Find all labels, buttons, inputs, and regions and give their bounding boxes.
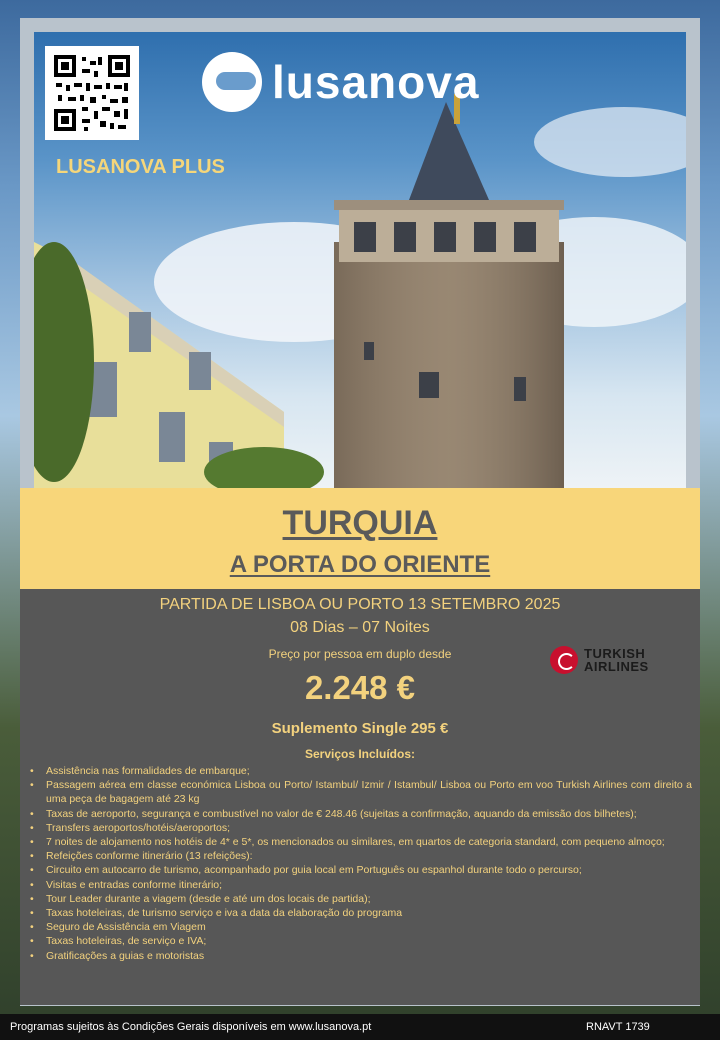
list-item: • Gratificações a guias e motoristas [28, 949, 692, 963]
list-item: • Refeições conforme itinerário (13 refeições): [28, 849, 692, 863]
footer-bar [0, 1014, 720, 1040]
airline-name [584, 647, 649, 673]
list-item: • Taxas de aeroporto, segurança e combustível no valor de € 248.46 (sujeitas a confirmação, aquando da emissão dos bilhetes); [28, 807, 692, 821]
price-value: 2.248 € [304, 669, 416, 706]
services-list [28, 764, 692, 963]
lusanova-logo-icon [202, 52, 262, 112]
trip-subtitle-wrap [20, 551, 700, 579]
brand-name: lusanova [272, 56, 480, 108]
single-supplement: Suplemento Single 295 € [271, 720, 449, 737]
list-item: • Taxas hoteleiras, de turismo serviço e iva a data da elaboração do programa [28, 906, 692, 920]
details-panel [20, 589, 700, 1005]
trip-duration: 08 Dias – 07 Noites [290, 619, 430, 636]
list-item: • Seguro de Assistência em Viagem [28, 920, 692, 934]
airline-name-line1: TURKISH [584, 646, 646, 661]
list-item: • Transfers aeroportos/hotéis/aeroportos; [28, 821, 692, 835]
airline-logo [550, 646, 649, 674]
qr-code[interactable] [45, 46, 139, 140]
list-item: • Taxas hoteleiras, de serviço e IVA; [28, 934, 692, 948]
terms-link[interactable]: Programas sujeitos às Condições Gerais disponíveis em www.lusanova.pt [10, 1021, 372, 1033]
trip-title: TURQUIA [282, 504, 438, 542]
brand-logo [202, 52, 479, 112]
turkish-airlines-logo-icon [550, 646, 578, 674]
list-item: • Passagem aérea em classe económica Lisboa ou Porto/ Istambul/ Izmir / Istambul/ Lisboa ou Porto em voo Turkish Airlines com direito a uma peça de bagagem até 23 kg [28, 778, 692, 806]
list-item: • Visitas e entradas conforme itinerário; [28, 878, 692, 892]
list-item: • Circuito em autocarro de turismo, acompanhado por guia local em Português ou espanhol durante todo o percurso; [28, 863, 692, 877]
airline-name-line2: AIRLINES [584, 659, 649, 674]
departure-info: PARTIDA DE LISBOA OU PORTO 13 SETEMBRO 2025 [159, 596, 561, 613]
services-title: Serviços Incluídos: [304, 747, 416, 761]
title-band [20, 488, 700, 589]
list-item: • Tour Leader durante a viagem (desde e até um dos locais de partida); [28, 892, 692, 906]
program-label: LUSANOVA PLUS [56, 156, 225, 178]
license-number: RNAVT 1739 [586, 1021, 650, 1033]
price-label: Preço por pessoa em duplo desde [268, 647, 452, 661]
list-item: • 7 noites de alojamento nos hotéis de 4* e 5*, os mencionados ou similares, em quartos de categoria standard, com pequeno almoço; [28, 835, 692, 849]
list-item: • Assistência nas formalidades de embarque; [28, 764, 692, 778]
trip-subtitle: A PORTA DO ORIENTE [229, 551, 491, 578]
